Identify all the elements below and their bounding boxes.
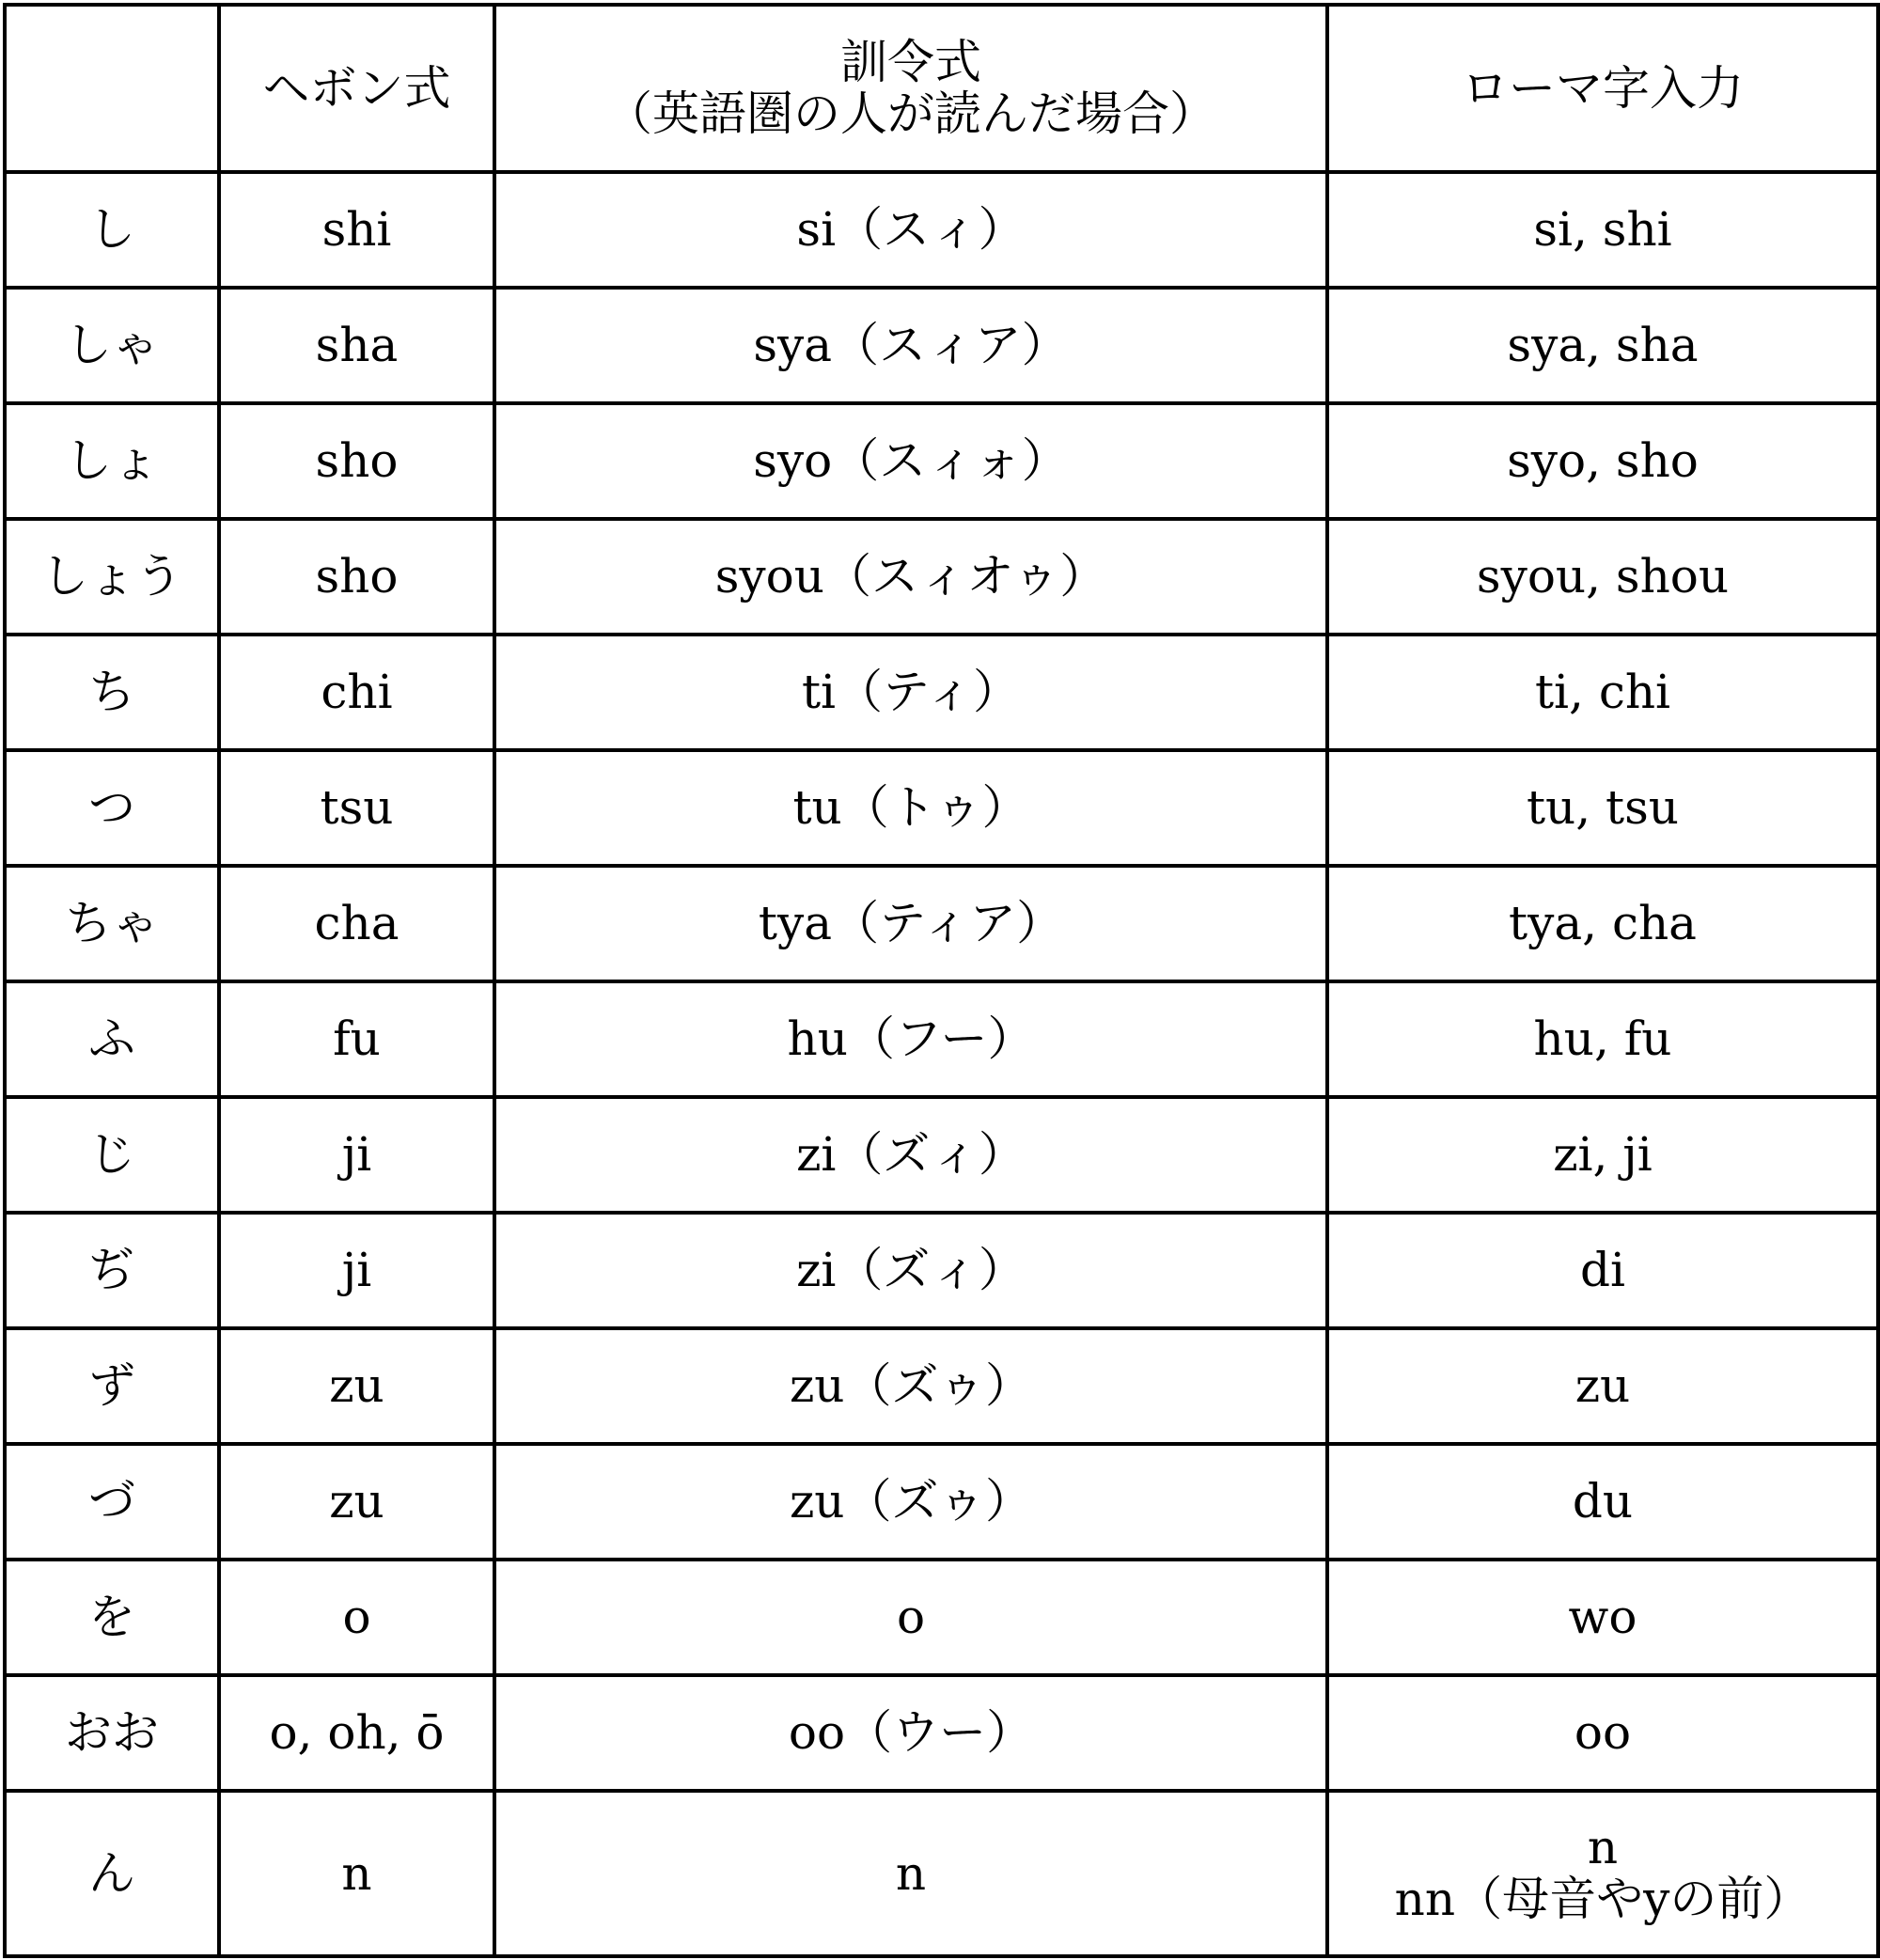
- romaji-input-cell: zu: [1327, 1328, 1878, 1444]
- table-row: [5, 1560, 1878, 1675]
- table-row: [5, 1791, 1878, 1956]
- kana-cell: ず: [5, 1328, 219, 1444]
- kana-cell: しゃ: [5, 288, 219, 403]
- kana-cell: づ: [5, 1444, 219, 1560]
- kana-cell: を: [5, 1560, 219, 1675]
- kunrei-cell: sya（スィア）: [494, 288, 1327, 403]
- kunrei-cell: zu（ズゥ）: [494, 1444, 1327, 1560]
- header-kana: [5, 5, 219, 172]
- table-row: [5, 1444, 1878, 1560]
- kunrei-cell: ti（ティ）: [494, 635, 1327, 750]
- romaji-input-cell: wo: [1327, 1560, 1878, 1675]
- kunrei-cell: syo（スィォ）: [494, 403, 1327, 519]
- hepburn-cell: o, oh, ō: [219, 1675, 494, 1791]
- kana-cell: し: [5, 172, 219, 288]
- hepburn-cell: n: [219, 1791, 494, 1956]
- kana-cell: ちゃ: [5, 866, 219, 981]
- romaji-input-line-2: nn（母音やyの前）: [1394, 1872, 1811, 1926]
- hepburn-cell: fu: [219, 981, 494, 1097]
- romaji-input-cell: syou, shou: [1327, 519, 1878, 635]
- kana-cell: ぢ: [5, 1213, 219, 1328]
- romaji-input-cell: hu, fu: [1327, 981, 1878, 1097]
- romanization-table: [3, 3, 1880, 1958]
- table-row: [5, 403, 1878, 519]
- kunrei-cell: si（スィ）: [494, 172, 1327, 288]
- romaji-input-line-1: n: [1587, 1820, 1619, 1874]
- table-row: [5, 635, 1878, 750]
- kunrei-cell: n: [494, 1791, 1327, 1956]
- kana-cell: しょ: [5, 403, 219, 519]
- kunrei-cell: oo（ウー）: [494, 1675, 1327, 1791]
- kana-cell: しょう: [5, 519, 219, 635]
- kunrei-cell: o: [494, 1560, 1327, 1675]
- table-row: [5, 519, 1878, 635]
- romaji-input-cell: zi, ji: [1327, 1097, 1878, 1213]
- kunrei-cell: zi（ズィ）: [494, 1213, 1327, 1328]
- hepburn-cell: tsu: [219, 750, 494, 866]
- hepburn-cell: zu: [219, 1328, 494, 1444]
- table-row: [5, 1213, 1878, 1328]
- kunrei-cell: hu（フー）: [494, 981, 1327, 1097]
- table-row: [5, 288, 1878, 403]
- kana-cell: おお: [5, 1675, 219, 1791]
- header-kunrei: [494, 5, 1327, 172]
- hepburn-cell: ji: [219, 1097, 494, 1213]
- romaji-input-cell: [1327, 1791, 1878, 1956]
- kana-cell: ち: [5, 635, 219, 750]
- header-kunrei-subtitle: （英語圏の人が読んだ場合）: [605, 86, 1216, 141]
- kana-cell: ふ: [5, 981, 219, 1097]
- table-row: [5, 981, 1878, 1097]
- hepburn-cell: cha: [219, 866, 494, 981]
- hepburn-cell: ji: [219, 1213, 494, 1328]
- romaji-input-cell: di: [1327, 1213, 1878, 1328]
- romaji-input-cell: sya, sha: [1327, 288, 1878, 403]
- table-row: [5, 866, 1878, 981]
- hepburn-cell: shi: [219, 172, 494, 288]
- hepburn-cell: zu: [219, 1444, 494, 1560]
- hepburn-cell: o: [219, 1560, 494, 1675]
- table-row: [5, 750, 1878, 866]
- romaji-input-cell: tya, cha: [1327, 866, 1878, 981]
- table-row: [5, 1328, 1878, 1444]
- hepburn-cell: sho: [219, 403, 494, 519]
- header-hepburn: ヘボン式: [219, 5, 494, 172]
- kunrei-cell: tya（ティア）: [494, 866, 1327, 981]
- table-row: [5, 172, 1878, 288]
- table-row: [5, 1675, 1878, 1791]
- kunrei-cell: zu（ズゥ）: [494, 1328, 1327, 1444]
- hepburn-cell: sho: [219, 519, 494, 635]
- kana-cell: ん: [5, 1791, 219, 1956]
- romaji-input-cell: syo, sho: [1327, 403, 1878, 519]
- kana-cell: じ: [5, 1097, 219, 1213]
- romaji-input-cell: tu, tsu: [1327, 750, 1878, 866]
- romaji-input-cell: oo: [1327, 1675, 1878, 1791]
- header-row: [5, 5, 1878, 172]
- kana-cell: つ: [5, 750, 219, 866]
- hepburn-cell: sha: [219, 288, 494, 403]
- table-row: [5, 1097, 1878, 1213]
- kunrei-cell: syou（スィオゥ）: [494, 519, 1327, 635]
- kunrei-cell: tu（トゥ）: [494, 750, 1327, 866]
- romaji-input-cell: si, shi: [1327, 172, 1878, 288]
- romaji-input-cell: du: [1327, 1444, 1878, 1560]
- hepburn-cell: chi: [219, 635, 494, 750]
- kunrei-cell: zi（ズィ）: [494, 1097, 1327, 1213]
- romaji-input-cell: ti, chi: [1327, 635, 1878, 750]
- header-romaji-input: ローマ字入力: [1327, 5, 1878, 172]
- header-kunrei-title: 訓令式: [840, 35, 981, 89]
